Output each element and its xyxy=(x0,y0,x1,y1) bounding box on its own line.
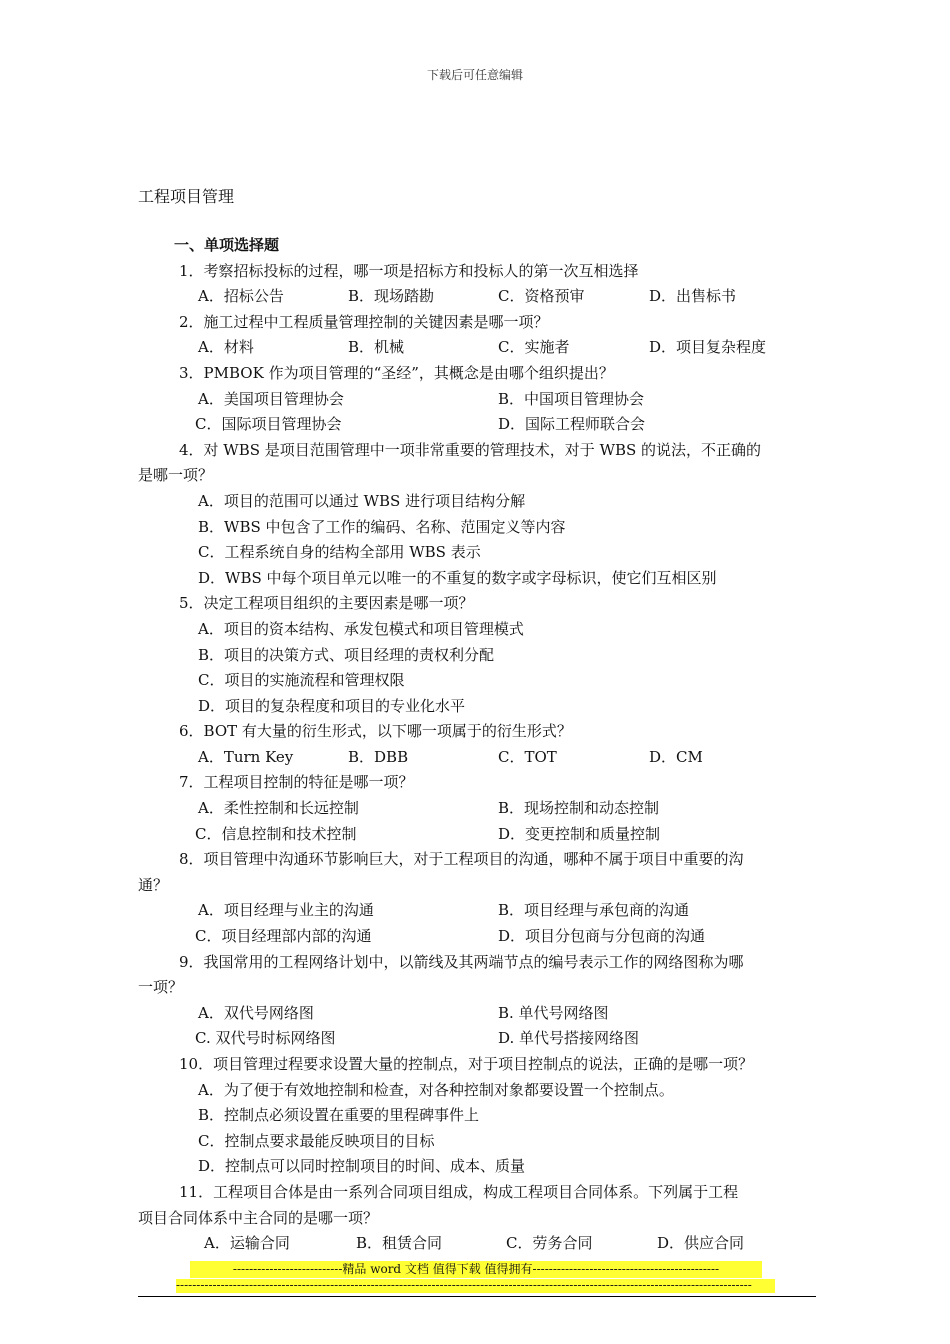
option-d: D．控制点可以同时控制项目的时间、成本、质量 xyxy=(198,1157,526,1176)
question-8-options-row1 xyxy=(138,898,816,924)
option-a: A．材料 xyxy=(198,338,254,357)
option-a: A．柔性控制和长远控制 xyxy=(198,799,359,818)
option-d: D．国际工程师联合会 xyxy=(498,415,646,434)
option-c: C．控制点要求最能反映项目的目标 xyxy=(198,1131,435,1150)
footer-divider xyxy=(138,1296,816,1297)
option-c: C．工程系统自身的结构全部用 WBS 表示 xyxy=(198,543,481,562)
option-a: A．双代号网络图 xyxy=(198,1003,314,1022)
question-4-continued: 是哪一项？ xyxy=(138,466,214,485)
option-a: A．项目的资本结构、承发包模式和项目管理模式 xyxy=(198,619,524,638)
question-3-options-row1 xyxy=(138,387,816,413)
option-d: D．供应合同 xyxy=(657,1234,745,1253)
option-d: D．CM xyxy=(649,747,703,766)
option-d: D．项目分包商与分包商的沟通 xyxy=(498,927,706,946)
option-b: B．中国项目管理协会 xyxy=(498,389,645,408)
option-b: B. 单代号网络图 xyxy=(498,1003,609,1022)
page-header: 下载后可任意编辑 xyxy=(426,68,523,82)
question-11-options xyxy=(138,1231,816,1257)
question-9: 9．我国常用的工程网络计划中，以箭线及其两端节点的编号表示工作的网络图称为哪 xyxy=(179,952,744,971)
question-5: 5．决定工程项目组织的主要因素是哪一项？ xyxy=(179,594,474,613)
promo-banner-dashes: ---------------------------------------------------------------------------------------------------------------------------------------------- xyxy=(176,1279,775,1293)
option-d: D．变更控制和质量控制 xyxy=(498,824,661,843)
question-7-options-row1 xyxy=(138,796,816,822)
question-7: 7．工程项目控制的特征是哪一项？ xyxy=(179,773,414,792)
option-b: B．控制点必须设置在重要的里程碑事件上 xyxy=(198,1106,480,1125)
question-10: 10．项目管理过程要求设置大量的控制点，对于项目控制点的说法，正确的是哪一项？ xyxy=(179,1055,754,1073)
question-7-options-row2 xyxy=(138,822,816,848)
option-b: B．项目的决策方式、项目经理的责权利分配 xyxy=(198,645,495,664)
option-b: B．现场踏勘 xyxy=(348,287,435,306)
question-1: 1．考察招标投标的过程，哪一项是招标方和投标人的第一次互相选择 xyxy=(179,261,639,280)
option-c: C．劳务合同 xyxy=(506,1234,593,1253)
option-d: D．项目复杂程度 xyxy=(649,338,767,357)
option-a: A．招标公告 xyxy=(198,287,284,306)
question-11-continued: 项目合同体系中主合同的是哪一项？ xyxy=(138,1208,379,1227)
question-9-continued: 一项？ xyxy=(138,978,184,997)
question-6: 6．BOT 有大量的衍生形式，以下哪一项属于的衍生形式？ xyxy=(179,722,572,741)
option-a: A．运输合同 xyxy=(204,1234,290,1253)
question-3: 3．PMBOK 作为项目管理的“圣经”，其概念是由哪个组织提出？ xyxy=(179,363,614,382)
option-b: B．租赁合同 xyxy=(356,1234,443,1253)
option-a: A．美国项目管理协会 xyxy=(198,389,344,408)
question-9-options-row1 xyxy=(138,1001,816,1027)
option-a: A．项目经理与业主的沟通 xyxy=(198,901,374,920)
question-2: 2．施工过程中工程质量管理控制的关键因素是哪一项？ xyxy=(179,312,549,331)
question-9-options-row2 xyxy=(138,1026,816,1052)
option-b: B．现场控制和动态控制 xyxy=(498,799,660,818)
question-2-options xyxy=(138,335,816,361)
question-3-options-row2 xyxy=(138,412,816,438)
option-b: B．DBB xyxy=(348,747,409,766)
option-c: C. 双代号时标网络图 xyxy=(195,1029,336,1048)
document-body xyxy=(138,233,816,1257)
option-c: C．国际项目管理协会 xyxy=(195,415,342,434)
option-b: B．机械 xyxy=(348,338,405,357)
question-8-options-row2 xyxy=(138,924,816,950)
option-a: A．项目的范围可以通过 WBS 进行项目结构分解 xyxy=(198,491,526,510)
option-c: C．TOT xyxy=(498,747,557,766)
option-c: C．资格预审 xyxy=(498,287,585,306)
option-c: C．实施者 xyxy=(498,338,570,357)
option-d: D. 单代号搭接网络图 xyxy=(498,1029,640,1048)
option-b: B．项目经理与承包商的沟通 xyxy=(498,901,690,920)
option-d: D．出售标书 xyxy=(649,287,737,306)
question-6-options xyxy=(138,745,816,771)
option-c: C．信息控制和技术控制 xyxy=(195,824,357,843)
promo-banner: ---------------------------精品 word 文档 值得下载 值得拥有---------------------------------------------- xyxy=(190,1261,762,1278)
option-d: D．项目的复杂程度和项目的专业化水平 xyxy=(198,696,466,715)
option-b: B．WBS 中包含了工作的编码、名称、范围定义等内容 xyxy=(198,517,566,536)
question-1-options xyxy=(138,284,816,310)
option-c: C．项目经理部内部的沟通 xyxy=(195,927,372,946)
question-8: 8．项目管理中沟通环节影响巨大，对于工程项目的沟通，哪种不属于项目中重要的沟 xyxy=(179,850,744,869)
document-title: 工程项目管理 xyxy=(138,187,235,206)
option-c: C．项目的实施流程和管理权限 xyxy=(198,671,405,690)
option-a: A．为了便于有效地控制和检查，对各种控制对象都要设置一个控制点。 xyxy=(198,1080,674,1099)
section-heading: 一、单项选择题 xyxy=(174,236,280,254)
question-8-continued: 通？ xyxy=(138,875,169,894)
option-d: D．WBS 中每个项目单元以唯一的不重复的数字或字母标识，使它们互相区别 xyxy=(198,568,717,587)
question-11: 11．工程项目合体是由一系列合同项目组成，构成工程项目合同体系。下列属于工程 xyxy=(179,1182,739,1201)
option-a: A．Turn Key xyxy=(198,747,294,766)
question-4: 4．对 WBS 是项目范围管理中一项非常重要的管理技术，对于 WBS 的说法，不正确的 xyxy=(179,440,762,459)
